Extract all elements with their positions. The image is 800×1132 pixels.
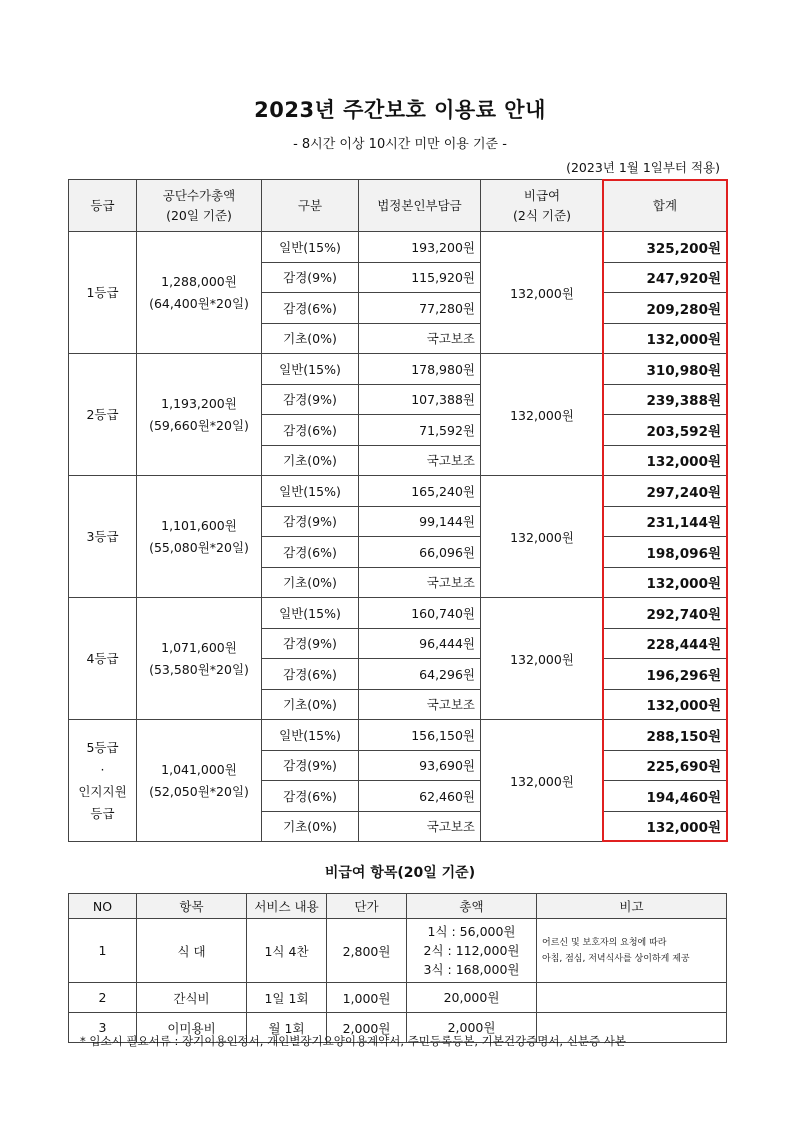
burden-type: 기초(0%): [262, 811, 359, 842]
footnote: * 입소시 필요서류 : 장기이용인정서, 개인별장기요양이용계약서, 주민등록등본, 기본건강증명서, 신분증 사본: [80, 1034, 626, 1048]
non-covered-amount: 132,000원: [481, 720, 604, 842]
header-non-covered-line2: (2식 기준): [513, 207, 571, 223]
copay-amount: 96,444원: [359, 628, 481, 659]
non-covered-header-row: [69, 894, 727, 919]
copay-amount: 178,980원: [359, 354, 481, 385]
header-service: 서비스 내용: [247, 894, 327, 919]
sum-amount: 231,144원: [604, 506, 727, 537]
burden-type: 기초(0%): [262, 323, 359, 354]
insurer-total-cell: [137, 598, 262, 720]
insurer-total: 1,288,000원: [161, 273, 237, 289]
non-covered-amount: 132,000원: [481, 598, 604, 720]
grade-label: 3등급: [86, 528, 119, 544]
sum-amount: 132,000원: [604, 689, 727, 720]
grade-label: 4등급: [86, 650, 119, 666]
header-total-line2: (20일 기준): [166, 207, 232, 223]
sum-amount: 292,740원: [604, 598, 727, 629]
total-amount: 3식 : 168,000원: [423, 962, 520, 977]
header-unit-price: 단가: [327, 894, 407, 919]
fee-row: [69, 476, 727, 507]
header-no: NO: [69, 894, 137, 919]
grade-cell: [69, 476, 137, 598]
burden-type: 일반(15%): [262, 476, 359, 507]
copay-amount: 국고보조: [359, 811, 481, 842]
insurer-total-detail: (55,080원*20일): [149, 539, 249, 555]
copay-amount: 193,200원: [359, 232, 481, 263]
header-non-covered-line1: 비급여: [523, 187, 561, 203]
burden-type: 감경(9%): [262, 506, 359, 537]
sum-amount: 310,980원: [604, 354, 727, 385]
burden-type: 일반(15%): [262, 354, 359, 385]
burden-type: 기초(0%): [262, 689, 359, 720]
non-covered-amount: 132,000원: [481, 354, 604, 476]
copay-amount: 국고보조: [359, 567, 481, 598]
non-covered-row: [69, 983, 727, 1013]
header-non-covered: [481, 180, 604, 232]
sum-amount: 132,000원: [604, 445, 727, 476]
fee-row: [69, 232, 727, 263]
page-subtitle: - 8시간 이상 10시간 미만 이용 기준 -: [293, 137, 507, 152]
burden-type: 기초(0%): [262, 567, 359, 598]
sum-amount: 198,096원: [604, 537, 727, 568]
sum-amount: 132,000원: [604, 323, 727, 354]
burden-type: 감경(9%): [262, 384, 359, 415]
fee-table: [68, 179, 727, 842]
item-name: 식 대: [137, 919, 247, 983]
insurer-total-detail: (59,660원*20일): [149, 417, 249, 433]
burden-type: 감경(9%): [262, 750, 359, 781]
service-desc: 1식 4찬: [247, 919, 327, 983]
burden-type: 일반(15%): [262, 232, 359, 263]
total-amount-cell: [407, 983, 537, 1013]
fee-table-header-row: [69, 180, 727, 232]
non-covered-row: [69, 919, 727, 983]
header-sum: 합계: [604, 180, 727, 232]
row-no: 3: [69, 1013, 137, 1043]
insurer-total-detail: (53,580원*20일): [149, 661, 249, 677]
burden-type: 감경(6%): [262, 293, 359, 324]
copay-amount: 국고보조: [359, 689, 481, 720]
total-amount: 2,000원: [447, 1020, 496, 1035]
insurer-total-detail: (64,400원*20일): [149, 295, 249, 311]
insurer-total-cell: [137, 720, 262, 842]
burden-type: 기초(0%): [262, 445, 359, 476]
total-amount: 2식 : 112,000원: [423, 943, 520, 958]
copay-amount: 64,296원: [359, 659, 481, 690]
total-amount-cell: [407, 919, 537, 983]
sum-amount: 203,592원: [604, 415, 727, 446]
note-cell: [537, 919, 727, 983]
sum-amount: 225,690원: [604, 750, 727, 781]
copay-amount: 국고보조: [359, 323, 481, 354]
burden-type: 일반(15%): [262, 720, 359, 751]
row-no: 1: [69, 919, 137, 983]
service-desc: 1일 1회: [247, 983, 327, 1013]
copay-amount: 99,144원: [359, 506, 481, 537]
copay-amount: 115,920원: [359, 262, 481, 293]
copay-amount: 156,150원: [359, 720, 481, 751]
grade-cell: [69, 598, 137, 720]
insurer-total-cell: [137, 476, 262, 598]
burden-type: 감경(6%): [262, 537, 359, 568]
insurer-total-detail: (52,050원*20일): [149, 783, 249, 799]
sum-amount: 239,388원: [604, 384, 727, 415]
insurer-total: 1,041,000원: [161, 761, 237, 777]
copay-amount: 107,388원: [359, 384, 481, 415]
service-desc: 월 1회: [247, 1013, 327, 1043]
note-text: 아침, 점심, 저녁식사를 상이하게 제공: [542, 953, 690, 964]
insurer-total: 1,071,600원: [161, 639, 237, 655]
fee-row: [69, 720, 727, 751]
unit-price: 1,000원: [327, 983, 407, 1013]
sum-amount: 132,000원: [604, 567, 727, 598]
row-no: 2: [69, 983, 137, 1013]
effective-date: (2023년 1월 1일부터 적용): [566, 160, 720, 175]
grade-label: 등급: [90, 805, 115, 821]
unit-price: 2,000원: [327, 1013, 407, 1043]
burden-type: 감경(6%): [262, 415, 359, 446]
page-title: 2023년 주간보호 이용료 안내: [254, 98, 546, 122]
header-copay: 법정본인부담금: [359, 180, 481, 232]
copay-amount: 66,096원: [359, 537, 481, 568]
sum-amount: 297,240원: [604, 476, 727, 507]
grade-label: 2등급: [86, 406, 119, 422]
item-name: 간식비: [137, 983, 247, 1013]
grade-label: 1등급: [86, 284, 119, 300]
header-amount: 총액: [407, 894, 537, 919]
burden-type: 감경(9%): [262, 262, 359, 293]
note-text: 어르신 및 보호자의 요청에 따라: [542, 937, 667, 948]
non-covered-amount: 132,000원: [481, 232, 604, 354]
burden-type: 감경(6%): [262, 781, 359, 812]
total-amount: 1식 : 56,000원: [427, 924, 516, 939]
insurer-total-cell: [137, 354, 262, 476]
burden-type: 감경(9%): [262, 628, 359, 659]
unit-price: 2,800원: [327, 919, 407, 983]
sum-amount: 209,280원: [604, 293, 727, 324]
item-name: 이미용비: [137, 1013, 247, 1043]
non-covered-amount: 132,000원: [481, 476, 604, 598]
insurer-total: 1,101,600원: [161, 517, 237, 533]
header-grade: 등급: [69, 180, 137, 232]
non-covered-table: [68, 893, 727, 1043]
burden-type: 일반(15%): [262, 598, 359, 629]
copay-amount: 62,460원: [359, 781, 481, 812]
sum-amount: 132,000원: [604, 811, 727, 842]
copay-amount: 국고보조: [359, 445, 481, 476]
fee-table-body: [69, 232, 727, 842]
header-note: 비고: [537, 894, 727, 919]
copay-amount: 165,240원: [359, 476, 481, 507]
copay-amount: 93,690원: [359, 750, 481, 781]
fee-row: [69, 354, 727, 385]
total-amount: 20,000원: [443, 990, 500, 1005]
sum-amount: 194,460원: [604, 781, 727, 812]
sum-amount: 228,444원: [604, 628, 727, 659]
grade-cell: [69, 232, 137, 354]
insurer-total: 1,193,200원: [161, 395, 237, 411]
grade-label: 5등급: [86, 739, 119, 755]
header-item: 항목: [137, 894, 247, 919]
extra-section-title: 비급여 항목(20일 기준): [324, 865, 476, 881]
grade-label: 인지지원: [78, 783, 127, 799]
header-total: [137, 180, 262, 232]
grade-label: ·: [100, 761, 105, 777]
non-covered-table-body: [69, 919, 727, 1043]
copay-amount: 160,740원: [359, 598, 481, 629]
grade-cell: [69, 720, 137, 842]
sum-amount: 247,920원: [604, 262, 727, 293]
note-cell: [537, 983, 727, 1013]
burden-type: 감경(6%): [262, 659, 359, 690]
sum-amount: 196,296원: [604, 659, 727, 690]
sum-amount: 288,150원: [604, 720, 727, 751]
copay-amount: 71,592원: [359, 415, 481, 446]
copay-amount: 77,280원: [359, 293, 481, 324]
grade-cell: [69, 354, 137, 476]
header-type: 구분: [262, 180, 359, 232]
sum-amount: 325,200원: [604, 232, 727, 263]
header-total-line1: 공단수가총액: [162, 187, 236, 203]
insurer-total-cell: [137, 232, 262, 354]
fee-row: [69, 598, 727, 629]
